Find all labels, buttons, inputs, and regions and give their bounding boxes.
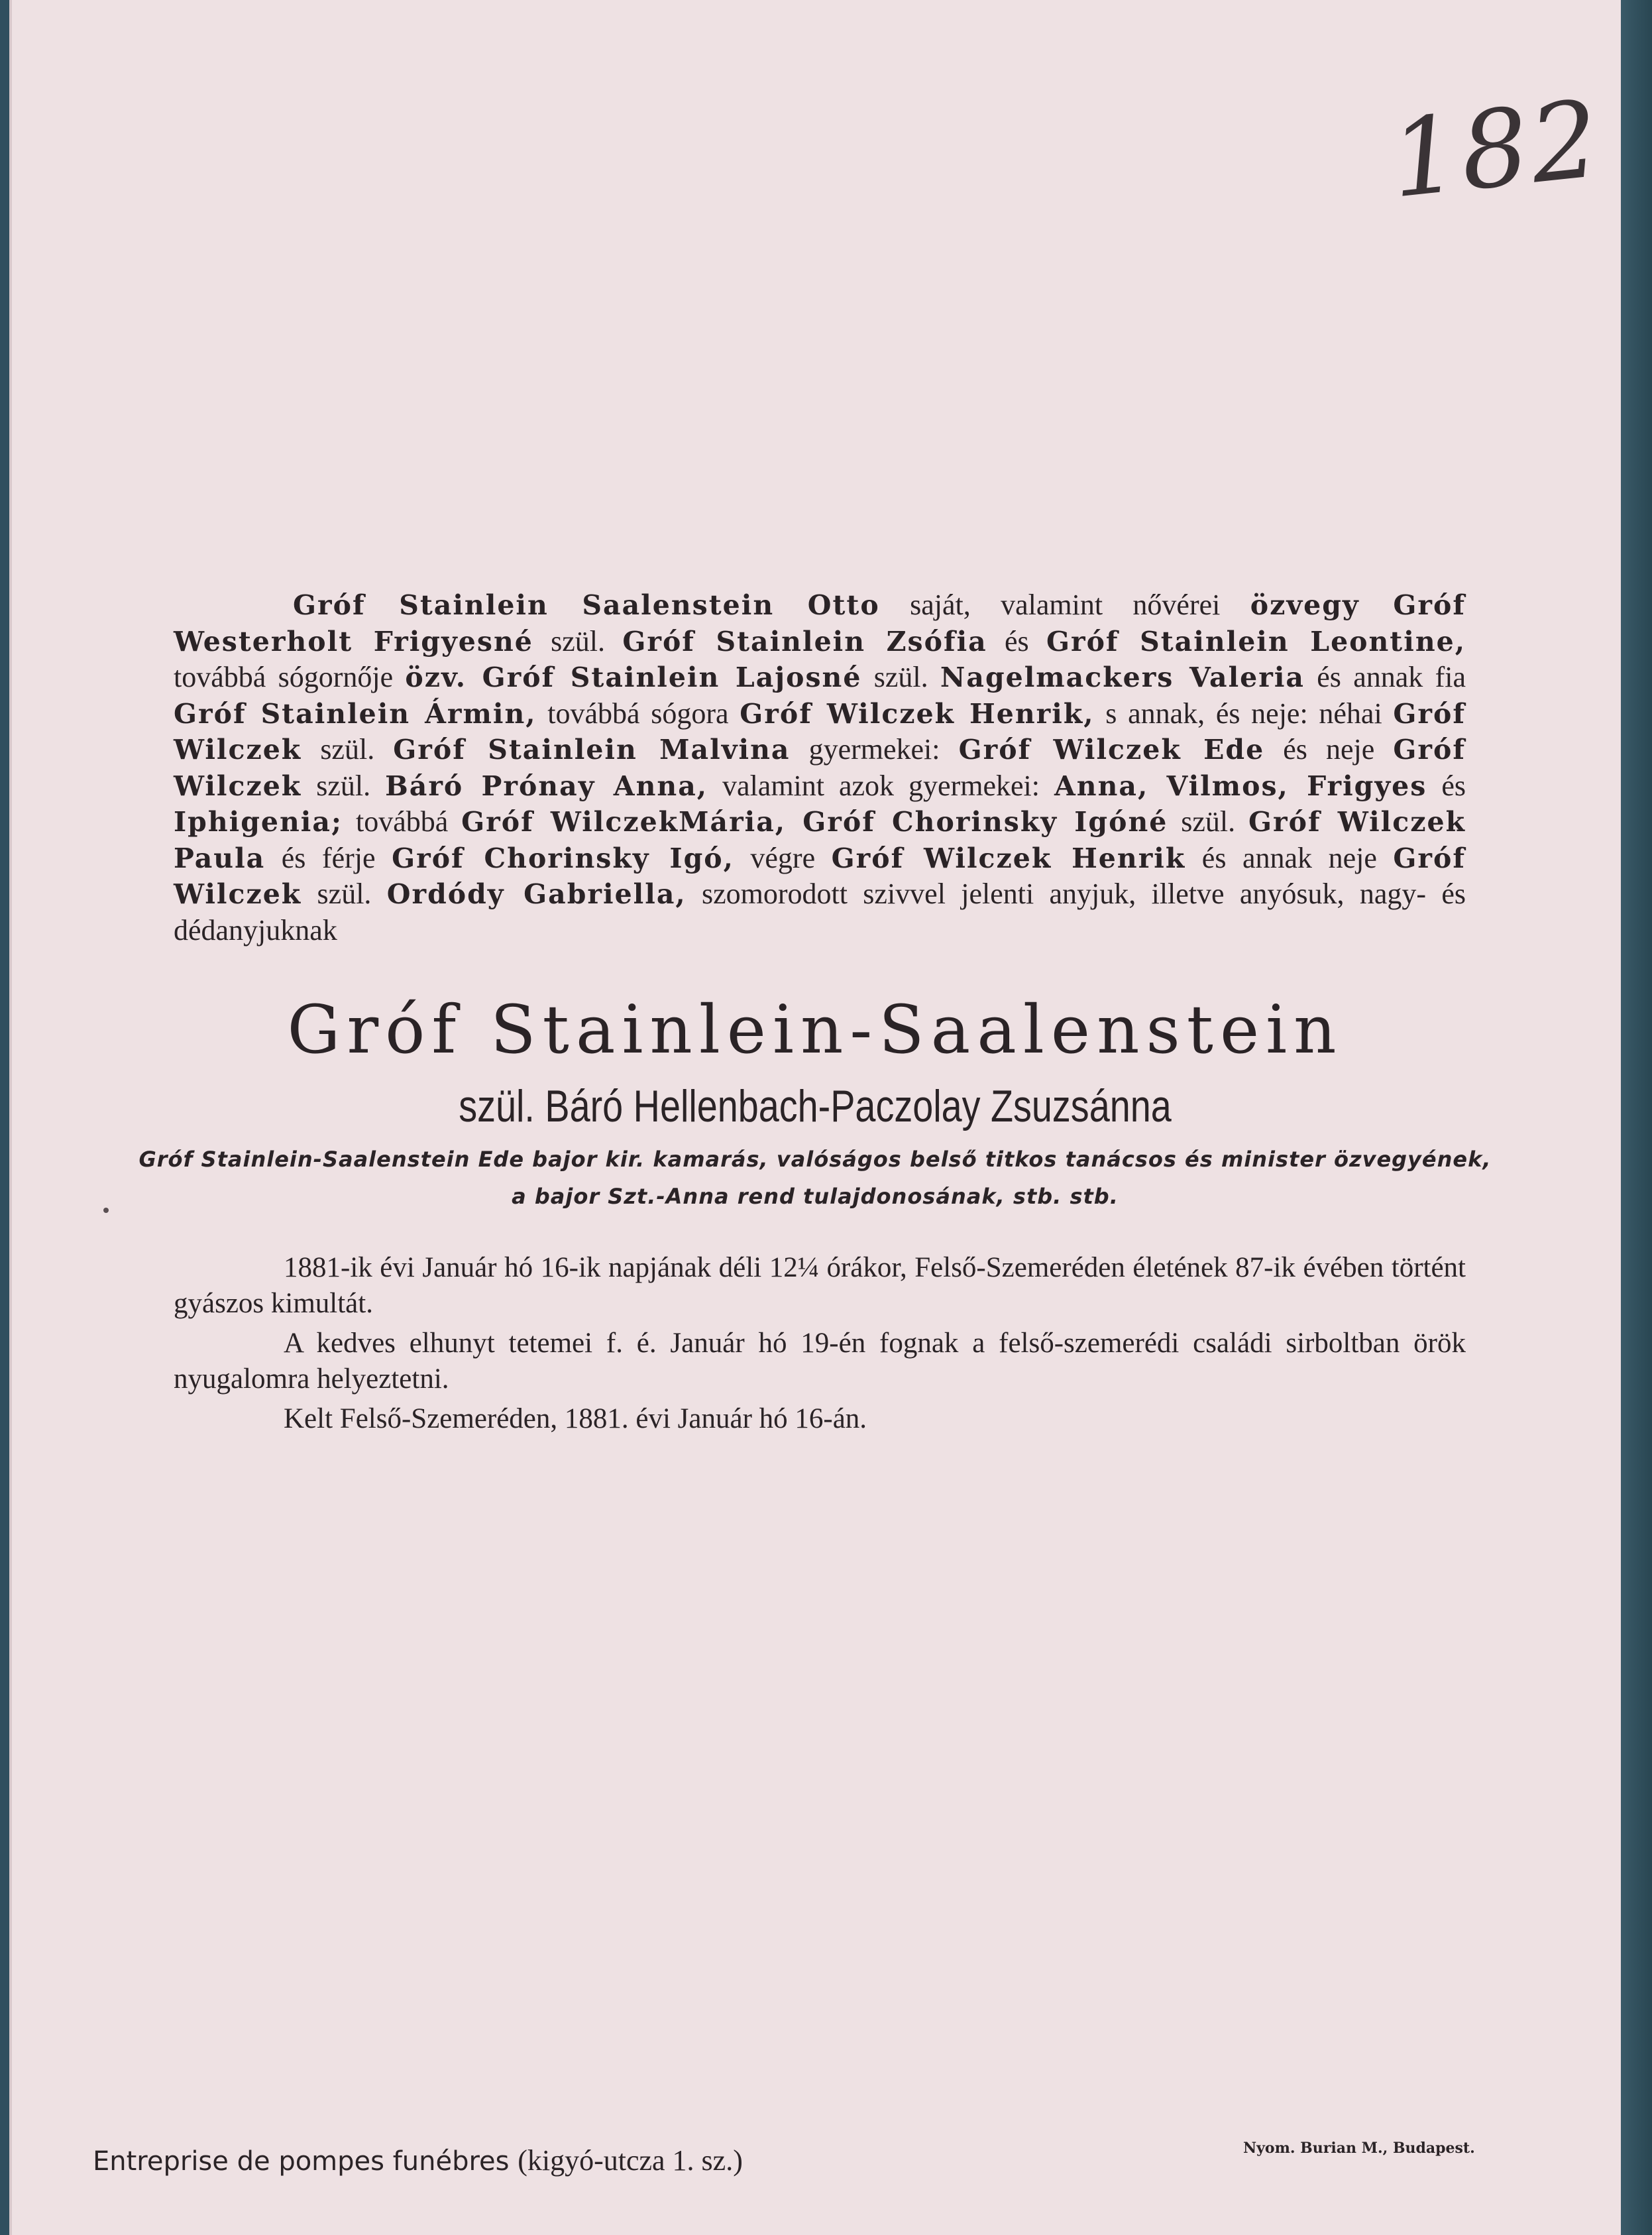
bold-name-run: özvegy Gróf Westerholt Frigyesné (174, 589, 1466, 658)
text-run: és annak fia (1304, 661, 1466, 693)
undertaker-name: Entreprise de pompes funébres (93, 2146, 510, 2177)
bold-name-run: Gróf Wilczek Paula (174, 806, 1466, 874)
text-run: és neje (1264, 733, 1394, 766)
text-run: szül. (1168, 805, 1248, 838)
burial-details-paragraph: A kedves elhunyt tetemei f. é. Január hó 19-én fognak a felső-szemerédi családi sirboltban örök nyugalomra helyeztetni. (174, 1328, 1466, 1395)
bold-name-run: Gróf Wilczek (174, 842, 1466, 910)
bold-name-run: Gróf Stainlein Leontine, (1046, 625, 1466, 658)
bold-name-run: Gróf Stainlein Ármin, (174, 697, 537, 730)
deceased-description-line-2: a bajor Szt.-Anna rend tulajdonosának, stb. stb. (512, 1184, 1119, 1209)
bold-name-run: Nagelmackers Valeria (940, 661, 1305, 693)
text-run: továbbá (343, 805, 462, 838)
bold-name-run: Gróf Wilczek (174, 734, 1466, 802)
text-run: s annak, és neje: néhai (1094, 697, 1394, 730)
bold-name-run: Anna, Vilmos, Frigyes (1054, 770, 1427, 802)
handwritten-page-number: 182 (1384, 76, 1607, 222)
deceased-description-line-1: Gróf Stainlein-Saalenstein Ede bajor kir. kamarás, valóságos belső titkos tanácsos és minister özvegyének, (138, 1147, 1492, 1172)
deceased-name-title: Gróf Stainlein-Saalenstein (287, 991, 1343, 1068)
text-run: továbbá sógora (536, 697, 740, 730)
text-run: gyermekei: (790, 733, 959, 766)
bold-name-run: Ordódy Gabriella, (386, 878, 687, 910)
text-run: továbbá sógornője (174, 661, 406, 693)
bold-name-run: Gróf Stainlein Malvina (393, 734, 791, 766)
text-run: és (987, 624, 1046, 658)
bold-name-run: Gróf Wilczek Ede (958, 734, 1265, 766)
ink-speck (103, 1208, 109, 1213)
bold-name-run: Gróf Wilczek Henrik (831, 842, 1186, 874)
bold-name-run: Gróf Chorinsky Igó, (392, 842, 734, 874)
bold-name-run: Gróf Wilczek Henrik, (740, 697, 1095, 730)
text-run: szül. (302, 878, 387, 910)
text-run: végre (734, 841, 832, 874)
undertaker-address: (kigyó-utcza 1. sz.) (518, 2144, 743, 2177)
bold-name-run: Gróf Stainlein Saalenstein Otto (293, 589, 880, 621)
bold-name-run: Gróf WilczekMária, Gróf Chorinsky Igóné (461, 806, 1168, 838)
printer-imprint: Nyom. Burian M., Budapest. (1243, 2140, 1475, 2157)
text-run: szül. (302, 733, 394, 766)
bold-name-run: Iphigenia; (174, 806, 343, 838)
bold-name-run: Gróf Wilczek (174, 697, 1466, 766)
text-run: szül. (861, 661, 940, 693)
text-run: és (1427, 769, 1466, 802)
text-run: szül. (302, 769, 386, 802)
bold-name-run: Gróf Stainlein Zsófia (622, 625, 987, 658)
text-run: és annak neje (1185, 841, 1394, 874)
bold-name-run: özv. Gróf Stainlein Lajosné (405, 661, 862, 693)
text-run: saját, valamint nővérei (879, 589, 1250, 621)
scan-background-edge (1621, 0, 1652, 2235)
text-run: szül. (533, 624, 623, 658)
text-run: szomorodott szivvel jelenti anyjuk, illetve anyósuk, nagy- és dédanyjuknak (174, 878, 1466, 946)
date-place-paragraph: Kelt Felső-Szemeréden, 1881. évi Január hó 16-án. (284, 1403, 867, 1434)
deceased-birth-name: szül. Báró Hellenbach-Paczolay Zsuzsánna (459, 1081, 1172, 1131)
undertaker-imprint (93, 2144, 743, 2177)
bold-name-run: Báró Prónay Anna, (385, 770, 708, 802)
text-run: valamint azok gyermekei: (708, 769, 1054, 802)
text-run: és férje (265, 841, 392, 874)
death-details-paragraph: 1881-ik évi Január hó 16-ik napjának déli 12¼ órákor, Felső-Szemeréden életének 87-ik évében történt gyászos kimultát. (174, 1252, 1466, 1319)
announcement-body (174, 587, 1466, 948)
